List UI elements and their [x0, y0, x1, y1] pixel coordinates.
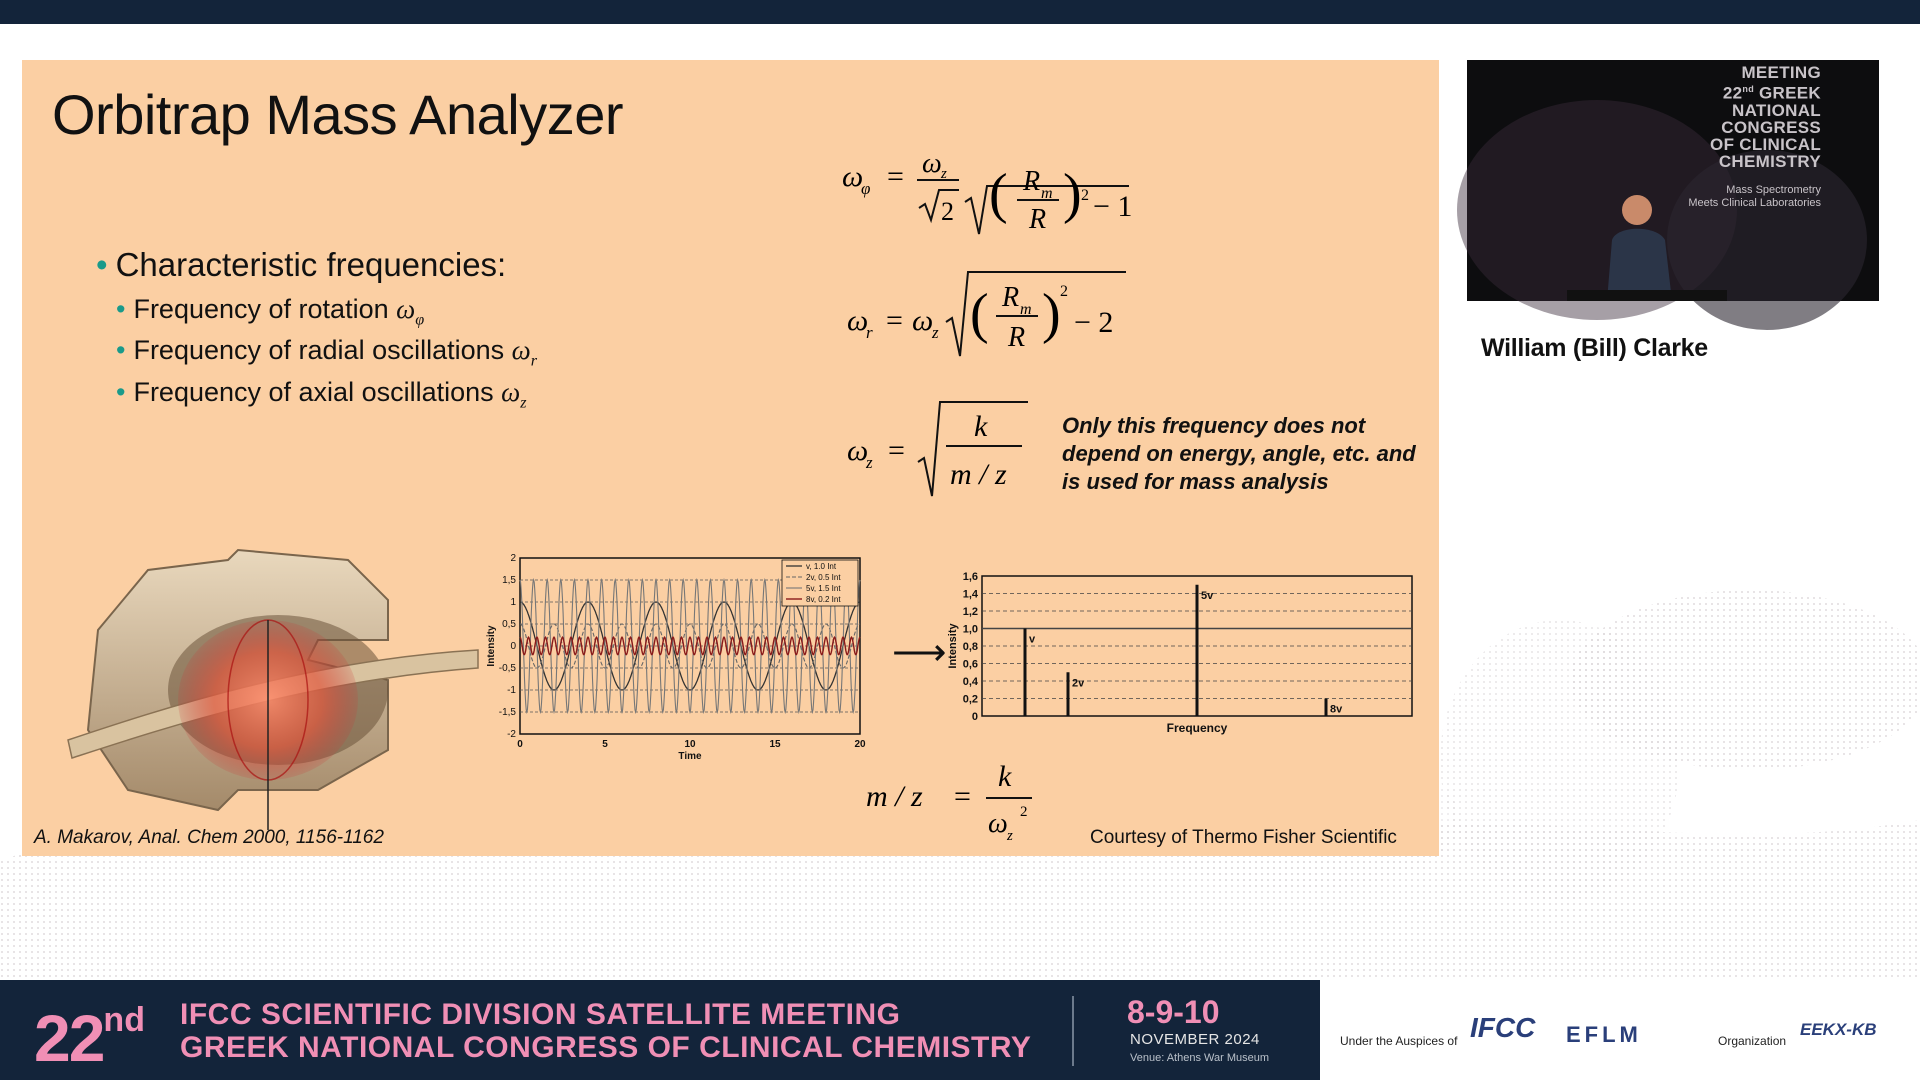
eq-exp: 2 — [1081, 187, 1089, 204]
equation-rotation — [837, 116, 1137, 236]
eq-sub: φ — [861, 179, 871, 198]
bar-label: 5v — [1201, 589, 1214, 602]
bar — [1067, 672, 1070, 716]
eq-R: R — [1008, 322, 1026, 353]
equation-axial — [842, 400, 1042, 520]
bar — [1024, 629, 1027, 717]
ifcc-logo: IFCC — [1470, 1012, 1536, 1043]
eq-sub: z — [866, 453, 873, 472]
bullet-main-text: Characteristic frequencies: — [115, 246, 507, 283]
speaker-video — [1467, 60, 1879, 301]
legend-label: 8v, 0.2 Int — [806, 595, 841, 604]
speaker-name: William (Bill) Clarke — [1481, 334, 1708, 362]
y-tick-label: 1,2 — [962, 606, 978, 618]
eq-omega: ω — [912, 304, 934, 337]
x-tick-label: 20 — [854, 739, 866, 750]
svg-text:): ) — [1063, 163, 1082, 225]
svg-text:=: = — [886, 304, 903, 337]
banner-month: NOVEMBER 2024 — [1130, 1031, 1260, 1048]
eq-R: R — [1023, 166, 1041, 197]
legend-label: 5v, 1.5 Int — [806, 584, 841, 593]
eq-sub: m — [1020, 301, 1032, 318]
x-tick-label: 0 — [517, 739, 523, 750]
bullet-dot-icon: • — [116, 335, 126, 366]
eq-num: k — [998, 760, 1012, 793]
bullet-rotation — [116, 294, 537, 329]
eq-lhs: m / z — [866, 780, 923, 813]
bullet-text: Frequency of rotation — [133, 294, 389, 324]
y-axis-label: Intensity — [947, 623, 959, 669]
time-domain-chart — [482, 550, 902, 762]
top-bar — [0, 0, 1920, 24]
bullet-axial — [116, 377, 537, 412]
banner-title-line2: GREEK NATIONAL CONGRESS OF CLINICAL CHEMISTRY — [180, 1031, 1032, 1064]
y-tick-label: -2 — [507, 729, 516, 740]
bullet-symbol: ω — [396, 294, 416, 324]
y-tick-label: -1,5 — [498, 707, 516, 718]
video-sub-line: Meets Clinical Laboratories — [1688, 197, 1821, 209]
citation: A. Makarov, Anal. Chem 2000, 1156-1162 — [34, 827, 384, 848]
eq-sub: z — [941, 166, 947, 182]
eq-tail: − 2 — [1074, 306, 1114, 339]
y-tick-label: 1,5 — [502, 575, 516, 586]
svg-text:=: = — [954, 780, 971, 813]
banner-dates: 8-9-10 — [1127, 994, 1220, 1030]
time-domain-svg — [482, 550, 902, 762]
bar — [1196, 585, 1199, 716]
bullet-list — [96, 246, 537, 418]
eq-den: m / z — [950, 458, 1007, 491]
x-tick-label: 15 — [769, 739, 781, 750]
bar-label: 2v — [1072, 677, 1085, 690]
bullet-symbol-sub: r — [530, 351, 538, 370]
y-tick-label: 0,6 — [962, 658, 978, 671]
conference-banner — [0, 980, 1320, 1080]
y-tick-label: 2 — [510, 553, 516, 564]
bullet-symbol: ω — [511, 335, 531, 366]
y-tick-label: 1,6 — [962, 571, 978, 583]
eflm-logo: EFLM — [1566, 1022, 1642, 1047]
auspices-label: Under the Auspices of — [1340, 1034, 1458, 1048]
bar — [1325, 699, 1328, 717]
eq-omega: ω — [847, 434, 869, 467]
bullet-symbol: ω — [501, 376, 521, 407]
legend-label: v, 1.0 Int — [806, 562, 837, 571]
bar-label: v — [1029, 633, 1036, 646]
bullet-dot-icon: • — [96, 246, 108, 283]
video-congress-text — [1710, 64, 1821, 170]
banner-number-value: 22 — [34, 1001, 104, 1075]
bullet-main — [96, 246, 537, 284]
y-tick-label: 0,4 — [962, 676, 978, 688]
video-line: GREEK — [1759, 83, 1821, 103]
y-tick-label: 1,0 — [962, 623, 978, 636]
bullet-symbol-sub: z — [520, 393, 527, 412]
bullet-dot-icon: • — [116, 294, 126, 324]
svg-text:=: = — [888, 434, 905, 467]
banner-title-line1: IFCC SCIENTIFIC DIVISION SATELLITE MEETING — [180, 998, 901, 1031]
eq-omega: ω — [922, 148, 942, 179]
eq-omega: ω — [842, 160, 864, 193]
equation-radial — [842, 260, 1142, 370]
eq-den: 2 — [941, 197, 954, 226]
svg-text:=: = — [887, 160, 904, 193]
bullet-text: Frequency of radial oscillations — [133, 335, 505, 366]
bullet-radial — [116, 335, 537, 370]
x-axis-label: Frequency — [1166, 721, 1228, 735]
x-tick-label: 10 — [684, 739, 696, 750]
eq-omega: ω — [988, 808, 1008, 839]
bullet-symbol-sub: φ — [415, 310, 425, 329]
orbitrap-illustration — [58, 490, 498, 840]
eq-omega: ω — [847, 304, 869, 337]
video-line: NATIONAL — [1732, 100, 1821, 120]
video-line: OF CLINICAL — [1710, 134, 1821, 154]
eq-R: R — [1029, 204, 1047, 235]
eq-exp: 2 — [1020, 804, 1028, 820]
note-text: Only this frequency does not depend on energy, angle, etc. and is used for mass analysis — [1062, 413, 1416, 494]
video-line: MEETING — [1741, 63, 1821, 82]
video-line: CHEMISTRY — [1718, 151, 1821, 171]
bullet-dot-icon: • — [116, 376, 126, 407]
video-ordinal-sup: nd — [1742, 84, 1754, 94]
y-tick-label: 1 — [510, 597, 516, 608]
courtesy-text: Courtesy of Thermo Fisher Scientific — [1090, 827, 1397, 848]
eq-exp: 2 — [1060, 283, 1068, 300]
eq-sub: m — [1041, 185, 1053, 202]
bullet-text: Frequency of axial oscillations — [133, 376, 494, 407]
presentation-slide — [22, 60, 1439, 856]
y-tick-label: -1 — [507, 685, 516, 696]
video-sub-line: Mass Spectrometry — [1726, 184, 1821, 196]
eq-sub: r — [866, 323, 873, 342]
eq-sub: z — [932, 323, 939, 342]
banner-number — [34, 1000, 145, 1076]
eq-sub: z — [1007, 828, 1013, 844]
y-tick-label: 0,8 — [962, 641, 978, 653]
frequency-domain-svg — [942, 560, 1452, 750]
bar-label: 8v — [1330, 703, 1343, 716]
svg-text:): ) — [1042, 283, 1061, 345]
banner-number-sup: nd — [103, 1001, 145, 1039]
video-subtitle — [1688, 184, 1821, 210]
arrow-right-icon: ⟶ — [892, 632, 947, 674]
banner-divider — [1072, 996, 1074, 1066]
organization-label: Organization — [1718, 1034, 1787, 1048]
y-tick-label: 0,5 — [502, 619, 516, 630]
x-tick-label: 5 — [602, 739, 608, 750]
y-tick-label: 0 — [971, 711, 978, 723]
video-line: CONGRESS — [1721, 117, 1821, 137]
y-tick-label: 1,4 — [962, 588, 978, 601]
equation-mass — [862, 760, 1062, 856]
y-tick-label: 0 — [510, 641, 516, 652]
frequency-domain-chart — [942, 560, 1452, 755]
y-tick-label: -0,5 — [498, 663, 516, 674]
legend-label: 2v, 0.5 Int — [806, 573, 841, 582]
y-axis-label: Intensity — [486, 625, 497, 667]
video-ordinal: 22 — [1722, 83, 1743, 103]
svg-text:(: ( — [989, 163, 1008, 225]
x-axis-label: Time — [678, 751, 702, 762]
eq-num: k — [974, 410, 988, 443]
y-tick-label: 0,2 — [962, 693, 978, 706]
svg-text:(: ( — [970, 283, 989, 345]
organizer-logo: EEKX-KB — [1800, 1020, 1877, 1039]
banner-venue: Venue: Athens War Museum — [1130, 1052, 1269, 1064]
eq-R: R — [1002, 282, 1020, 313]
slide-title: Orbitrap Mass Analyzer — [52, 83, 623, 146]
eq-tail: − 1 — [1093, 190, 1133, 223]
